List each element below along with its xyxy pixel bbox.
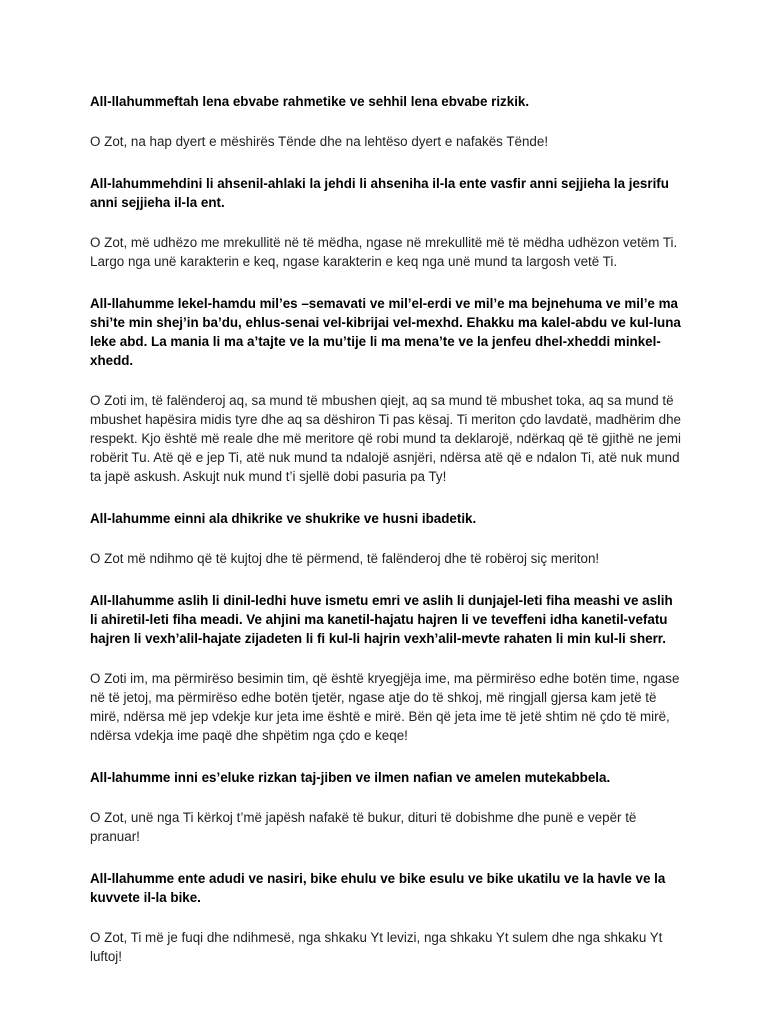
prayer-translation: O Zot, më udhëzo me mrekullitë në të mëdha, ngase në mrekullitë më të mëdha udhëzon vetëm Ti. Largo nga unë karakterin e keq, ngase karakterin e keq nga unë mund ta largosh vetë Ti. bbox=[90, 235, 678, 269]
document-page bbox=[90, 92, 682, 966]
prayer-arabic-transliteration: All-llahumme ente adudi ve nasiri, bike ehulu ve bike esulu ve bike ukatilu ve la havle ve la kuvvete il-la bike. bbox=[90, 871, 666, 905]
prayer-arabic-transliteration: All-lahumme inni es’eluke rizkan taj-jiben ve ilmen nafian ve amelen mutekabbela. bbox=[90, 770, 611, 785]
prayer-arabic-transliteration: All-lahummehdini li ahsenil-ahlaki la jehdi li ahseniha il-la ente vasfir anni sejjieha la jesrifu anni sejjieha il-la ent. bbox=[90, 176, 669, 210]
prayer-translation: O Zot, unë nga Ti kërkoj t’më japësh nafakë të bukur, dituri të dobishme dhe punë e vepër të pranuar! bbox=[90, 810, 637, 844]
prayer-translation: O Zot, Ti më je fuqi dhe ndihmesë, nga shkaku Yt levizi, nga shkaku Yt sulem dhe nga shkaku Yt luftoj! bbox=[90, 930, 663, 964]
prayer-arabic-transliteration: All-llahummeftah lena ebvabe rahmetike ve sehhil lena ebvabe rizkik. bbox=[90, 94, 530, 109]
prayer-translation: O Zoti im, ma përmirëso besimin tim, që është kryegjëja ime, ma përmirëso edhe botën time, ngase në të jetoj, ma përmirëso edhe botën tjetër, ngase atje do të shkoj, më ringjall gjersa kam jetë të mirë, ndërsa më jep vdekje kur jeta ime është e mirë. Bën që jeta ime të jetë shtim në çdo të mirë, ndërsa vdekja ime paqë dhe shpëtim nga çdo e keqe! bbox=[90, 671, 680, 743]
prayer-translation: O Zot, na hap dyert e mëshirës Tënde dhe na lehtëso dyert e nafakës Tënde! bbox=[90, 134, 549, 149]
prayer-arabic-transliteration: All-llahumme aslih li dinil-ledhi huve ismetu emri ve aslih li dunjajel-leti fiha meashi ve aslih li ahiretil-leti fiha meadi. Ve ahjini ma kanetil-hajatu hajren li ve teveffeni idha kanetil-vefatu hajren li vexh’alil-hajate zijadeten li fi kul-li hajrin vexh’alil-mevte rahaten li min kul-li sherr. bbox=[90, 593, 673, 646]
prayer-arabic-transliteration: All-llahumme lekel-hamdu mil’es –semavati ve mil’el-erdi ve mil’e ma bejnehuma ve mil’e ma shi’te min shej’in ba’du, ehlus-senai vel-kibrijai vel-mexhd. Ehakku ma kalel-abdu ve kul-luna leke abd. La mania li ma a’tajte ve la mu’tije li ma mena’te ve la jenfeu dhel-xheddi minkel-xhedd. bbox=[90, 296, 681, 368]
prayer-arabic-transliteration: All-lahumme einni ala dhikrike ve shukrike ve husni ibadetik. bbox=[90, 511, 477, 526]
prayer-translation: O Zoti im, të falënderoj aq, sa mund të mbushen qiejt, aq sa mund të mbushet toka, aq sa mund të mbushet hapësira midis tyre dhe aq sa dëshiron Ti pas kësaj. Ti meriton çdo lavdatë, madhërim dhe respekt. Kjo është më reale dhe më meritore që robi mund ta deklarojë, ndërkaq që të gjithë ne jemi robërit Tu. Atë që e jep Ti, atë nuk mund ta ndalojë asnjëri, ndërsa atë që e ndalon Ti, atë nuk mund ta japë askush. Askujt nuk mund t’i sjellë dobi pasuria pa Ty! bbox=[90, 393, 681, 484]
prayer-translation: O Zot më ndihmo që të kujtoj dhe të përmend, të falënderoj dhe të robëroj siç meriton! bbox=[90, 551, 600, 566]
